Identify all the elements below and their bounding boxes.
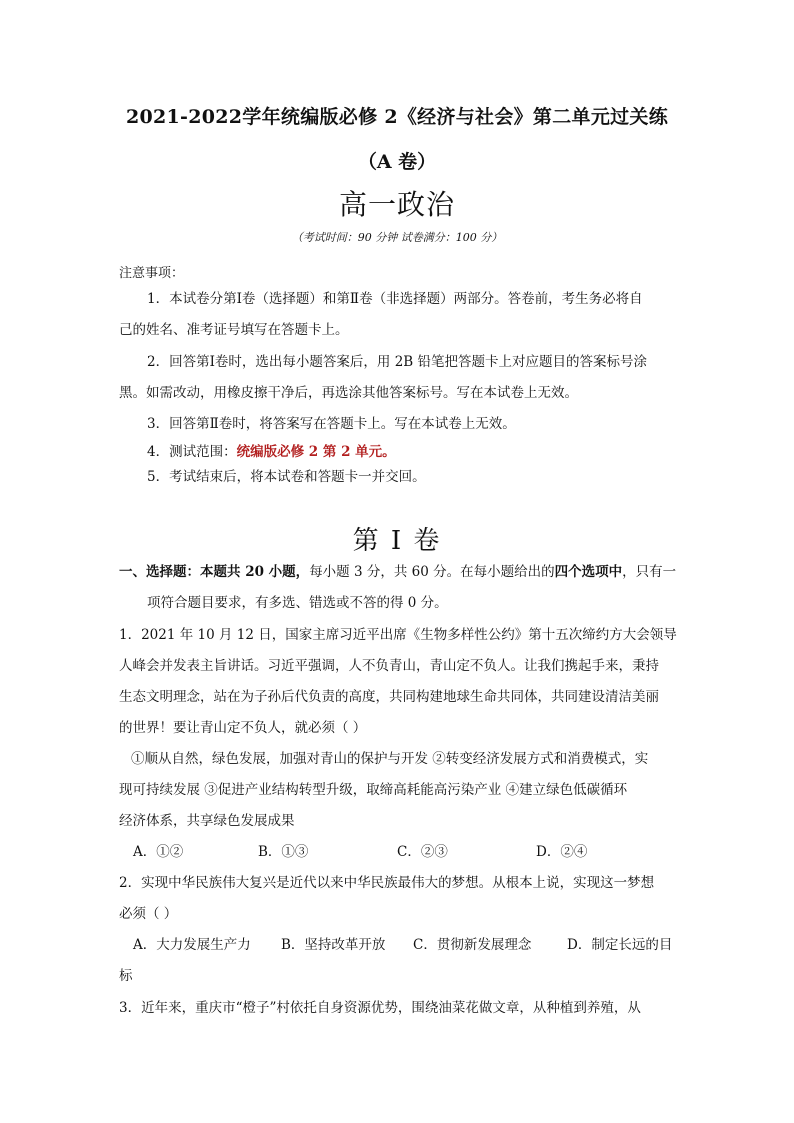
instruction-part-e: ，只有一 <box>622 564 677 580</box>
q1-statements-line1: ①顺从自然，绿色发展，加强对青山的保护与开发 ②转变经济发展方式和消费模式，实 <box>131 751 649 767</box>
exam-title: 2021-2022学年统编版必修 2《经济与社会》第二单元过关练 <box>125 106 669 128</box>
instruction-part-a: 一、选择题： <box>119 564 200 580</box>
q2-line2: 必须（ ） <box>119 906 178 922</box>
notice-item-2-line1: 2．回答第Ⅰ卷时，选出每小题答案后，用 2B 铅笔把答题卡上对应题目的答案标号涂 <box>147 354 648 370</box>
exam-time-score-info: （考试时间：90 分钟 试卷满分：100 分） <box>291 231 503 244</box>
q2-option-b: B．坚持改革开放 <box>281 937 386 953</box>
q3-line1: 3．近年来，重庆市“橙子”村依托自身资源优势，围绕油菜花做文章，从种植到养殖，从 <box>119 1000 641 1016</box>
q1-line4: 的世界！要让青山定不负人，就必须（ ） <box>119 720 367 736</box>
q1-statements-line2: 现可持续发展 ③促进产业结构转型升级，取缔高耗能高污染产业 ④建立绿色低碳循环 <box>119 782 628 798</box>
q1-option-b: B．①③ <box>258 844 309 860</box>
section-instruction-line1 <box>119 562 676 582</box>
section-title: 第 I 卷 <box>352 526 442 556</box>
instruction-part-c: 每小题 3 分，共 60 分。在每小题给出的 <box>309 564 555 580</box>
notice-item-5: 5．考试结束后，将本试卷和答题卡一并交回。 <box>147 469 426 485</box>
q2-option-c: C．贯彻新发展理念 <box>413 937 532 953</box>
q1-option-c: C．②③ <box>397 844 448 860</box>
q1-line3: 生态文明理念，站在为子孙后代负责的高度，共同构建地球生命共同体，共同建设清洁美丽 <box>119 689 659 705</box>
instruction-part-b: 本题共 20 小题， <box>200 564 310 580</box>
exam-title-volume: （A 卷） <box>357 151 437 173</box>
q2-option-d-wrap: 标 <box>119 968 133 984</box>
q1-option-a: A．①② <box>133 844 184 860</box>
q2-option-d: D．制定长远的目 <box>567 937 673 953</box>
q1-option-d: D．②④ <box>536 844 588 860</box>
q1-line1: 1．2021 年 10 月 12 日，国家主席习近平出席《生物多样性公约》第十五次缔约方大会领导 <box>119 627 677 643</box>
test-scope-highlight: 统编版必修 2 第 2 单元。 <box>236 444 396 460</box>
q2-line1: 2．实现中华民族伟大复兴是近代以来中华民族最伟大的梦想。从根本上说，实现这一梦想 <box>119 875 655 891</box>
notice-item-1-line2: 己的姓名、准考证号填写在答题卡上。 <box>119 322 349 338</box>
q1-line2: 人峰会并发表主旨讲话。习近平强调，人不负青山，青山定不负人。让我们携起手来，秉持 <box>119 658 659 674</box>
notice-item-1-line1: 1．本试卷分第Ⅰ卷（选择题）和第Ⅱ卷（非选择题）两部分。答卷前，考生务必将自 <box>147 291 643 307</box>
q2-option-a: A．大力发展生产力 <box>133 937 251 953</box>
notice-item-3: 3．回答第Ⅱ卷时，将答案写在答题卡上。写在本试卷上无效。 <box>147 416 516 432</box>
notice-item-4-prefix: 4．测试范围： <box>147 444 237 460</box>
notice-item-2-line2: 黑。如需改动，用橡皮擦干净后，再选涂其他答案标号。写在本试卷上无效。 <box>119 385 578 401</box>
notice-item-4 <box>147 442 396 462</box>
q1-statements-line3: 经济体系，共享绿色发展成果 <box>119 813 295 829</box>
notice-heading: 注意事项： <box>119 266 185 281</box>
section-instruction-line2: 项符合题目要求，有多选、错选或不答的得 0 分。 <box>147 595 448 611</box>
subject-title: 高一政治 <box>338 188 455 221</box>
instruction-part-d: 四个选项中 <box>554 564 623 580</box>
